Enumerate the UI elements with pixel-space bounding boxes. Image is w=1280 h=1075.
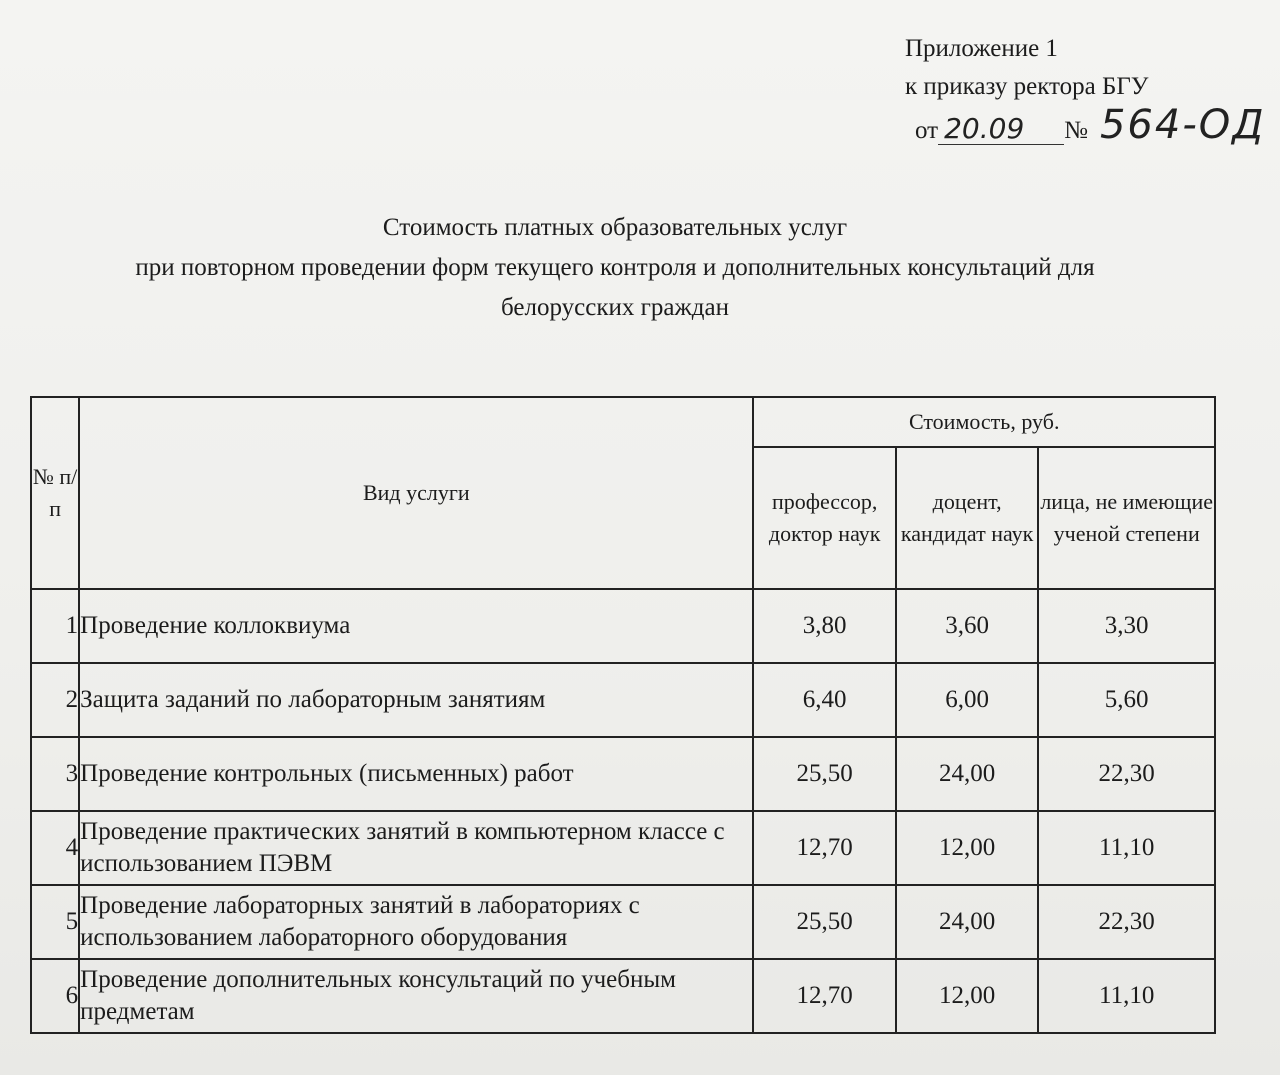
from-label: от [915,117,939,144]
table-row [31,737,1215,811]
price-table [30,396,1216,1034]
handwritten-order-number: 564-ОД [1099,102,1266,148]
price-docent: 12,00 [896,959,1038,1033]
header-docent: доцент, кандидат наук [896,447,1038,589]
row-number: 2 [31,663,79,737]
price-professor: 12,70 [753,811,895,885]
title-line-1: Стоимость платных образовательных услуг [382,214,848,241]
header-no-degree: лица, не имеющие ученой степени [1038,447,1215,589]
appendix-line-2: к приказу ректора БГУ [905,73,1149,100]
price-docent: 12,00 [896,811,1038,885]
price-docent: 24,00 [896,737,1038,811]
title-line-2: при повторном проведении форм текущего контроля и дополнительных консультаций для [135,254,1095,281]
price-no-degree: 22,30 [1038,737,1215,811]
handwritten-date: 20.09 [938,114,1064,145]
row-number: 3 [31,737,79,811]
service-name: Проведение лабораторных занятий в лабораториях с использованием лабораторного оборудования [79,885,753,959]
price-professor: 25,50 [753,737,895,811]
header-row-1 [31,397,1215,447]
header-cost: Стоимость, руб. [753,397,1215,447]
header-professor: профессор, доктор наук [753,447,895,589]
appendix-reference [905,30,1265,150]
row-number: 4 [31,811,79,885]
price-professor: 6,40 [753,663,895,737]
price-docent: 6,00 [896,663,1038,737]
price-docent: 3,60 [896,589,1038,663]
price-no-degree: 5,60 [1038,663,1215,737]
title-line-3: белорусских граждан [501,294,729,321]
appendix-line-3 [915,102,1266,150]
service-name: Проведение практических занятий в компьютерном классе с использованием ПЭВМ [79,811,753,885]
service-name: Защита заданий по лабораторным занятиям [79,663,753,737]
number-label: № [1064,117,1088,144]
row-number: 6 [31,959,79,1033]
service-name: Проведение дополнительных консультаций по учебным предметам [79,959,753,1033]
price-no-degree: 22,30 [1038,885,1215,959]
row-number: 5 [31,885,79,959]
price-no-degree: 11,10 [1038,959,1215,1033]
header-num: № п/п [31,397,79,589]
table-row [31,959,1215,1033]
table-row [31,589,1215,663]
price-docent: 24,00 [896,885,1038,959]
table-row [31,885,1215,959]
price-no-degree: 3,30 [1038,589,1215,663]
header-service: Вид услуги [79,397,753,589]
price-professor: 12,70 [753,959,895,1033]
price-professor: 25,50 [753,885,895,959]
price-professor: 3,80 [753,589,895,663]
price-no-degree: 11,10 [1038,811,1215,885]
table-row [31,811,1215,885]
row-number: 1 [31,589,79,663]
table-row [31,663,1215,737]
service-name: Проведение коллоквиума [79,589,753,663]
service-name: Проведение контрольных (письменных) работ [79,737,753,811]
appendix-line-1: Приложение 1 [905,35,1058,62]
document-title [0,208,1230,328]
